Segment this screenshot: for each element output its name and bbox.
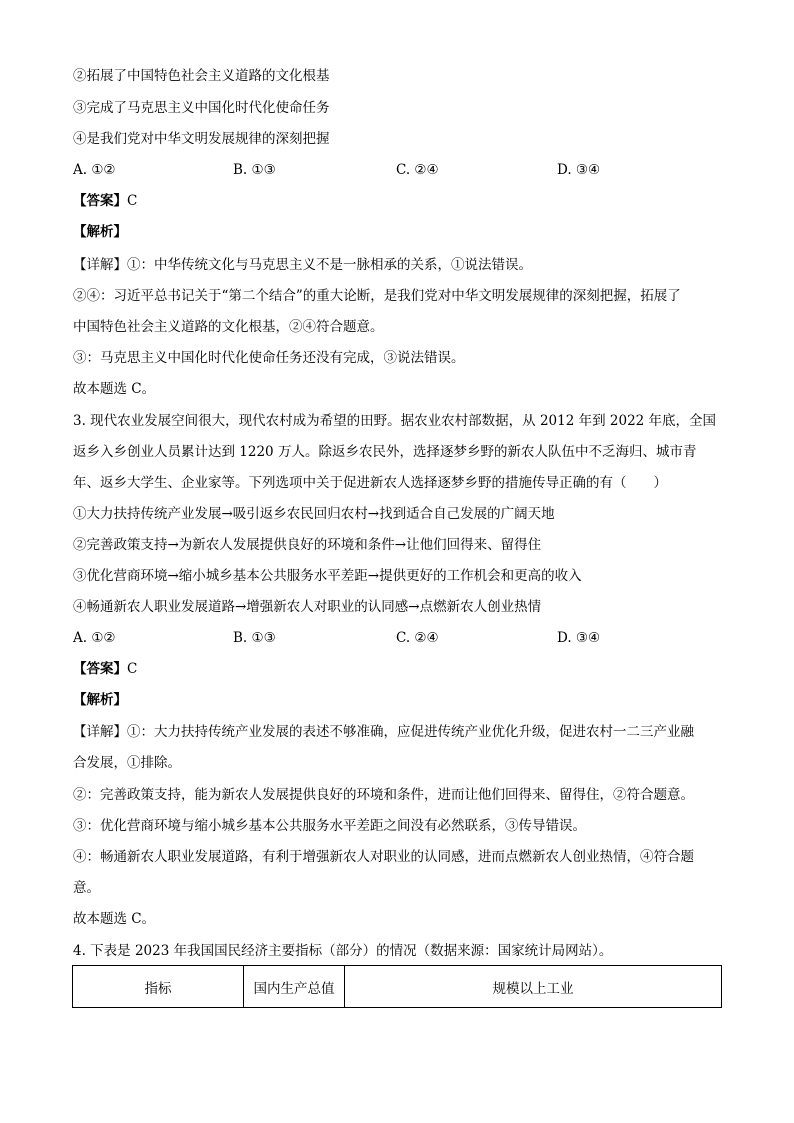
q2-option-a[interactable]: A. ①② xyxy=(73,162,116,178)
q3-detail-1-line1 xyxy=(73,722,694,742)
q3-statement-2: ②完善政策支持→为新农人发展提供良好的环境和条件→让他们回得来、留得住 xyxy=(73,537,542,553)
q2-detail-1 xyxy=(73,255,532,275)
q2-analysis-label: 【解析】 xyxy=(73,224,127,240)
detail-label: 【详解】 xyxy=(73,257,127,273)
q4-stem: 4. 下表是 2023 年我国国民经济主要指标（部分）的情况（数据来源：国家统计局网站）。 xyxy=(73,943,613,959)
table-header-row xyxy=(73,966,722,1008)
q3-detail-3: ③：优化营商环境与缩小城乡基本公共服务水平差距之间没有必然联系，③传导错误。 xyxy=(73,818,586,834)
q2-detail-2-line1: ②④：习近平总书记关于“第二个结合”的重大论断，是我们党对中华文明发展规律的深刻把握，拓展了 xyxy=(73,288,681,304)
q3-detail-4-line1: ④：畅通新农人职业发展道路，有利于增强新农人对职业的认同感，进而点燃新农人创业热情，④符合题 xyxy=(73,849,694,865)
q3-option-a[interactable]: A. ①② xyxy=(73,630,116,646)
q2-option-d[interactable]: D. ③④ xyxy=(557,162,601,178)
answer-label: 【答案】 xyxy=(73,661,127,677)
q3-statement-3: ③优化营商环境→缩小城乡基本公共服务水平差距→提供更好的工作机会和更高的收入 xyxy=(73,568,582,584)
q2-statement-4: ④是我们党对中华文明发展规律的深刻把握 xyxy=(73,131,330,147)
table-header-industry: 规模以上工业 xyxy=(345,966,722,1008)
table-header-gdp: 国内生产总值 xyxy=(244,966,345,1008)
table-header-indicator: 指标 xyxy=(73,966,244,1008)
q2-statement-3: ③完成了马克思主义中国化时代化使命任务 xyxy=(73,100,330,116)
q3-detail-1-line2: 合发展，①排除。 xyxy=(73,755,181,771)
answer-value: C xyxy=(127,661,138,677)
q2-answer xyxy=(73,191,137,211)
q2-detail-3: ③：马克思主义中国化时代化使命任务还没有完成，③说法错误。 xyxy=(73,350,465,366)
q3-detail-2: ②：完善政策支持，能为新农人发展提供良好的环境和条件，进而让他们回得来、留得住，②符合题意。 xyxy=(73,787,694,803)
q3-statement-1: ①大力扶持传统产业发展→吸引返乡农民回归农村→找到适合自己发展的广阔天地 xyxy=(73,506,555,522)
q2-detail-2-line2: 中国特色社会主义道路的文化根基，②④符合题意。 xyxy=(73,319,384,335)
answer-label: 【答案】 xyxy=(73,193,127,209)
q3-conclusion: 故本题选 C。 xyxy=(73,911,156,927)
q3-stem-line2: 返乡入乡创业人员累计达到 1220 万人。除返乡农民外，选择逐梦乡野的新农人队伍中不乏海归、城市青 xyxy=(73,444,697,460)
detail-label: 【详解】 xyxy=(73,724,127,740)
detail-text: ①：中华传统文化与马克思主义不是一脉相承的关系，①说法错误。 xyxy=(127,257,532,273)
q3-detail-4-line2: 意。 xyxy=(73,880,100,896)
q2-conclusion: 故本题选 C。 xyxy=(73,381,156,397)
q2-statement-2: ②拓展了中国特色社会主义道路的文化根基 xyxy=(73,68,330,84)
answer-value: C xyxy=(127,193,138,209)
q3-stem-line3: 年、返乡大学生、企业家等。下列选项中关于促进新农人选择逐梦乡野的措施传导正确的有（ ） xyxy=(73,475,667,491)
q2-option-c[interactable]: C. ②④ xyxy=(396,162,439,178)
q3-stem-line1: 3. 现代农业发展空间很大，现代农村成为希望的田野。据农业农村部数据，从 2012 年到 2022 年底，全国 xyxy=(73,413,717,429)
indicator-table xyxy=(72,965,722,1008)
detail-text: ①：大力扶持传统产业发展的表述不够准确，应促进传统产业优化升级，促进农村一二三产业融 xyxy=(127,724,694,740)
q3-option-c[interactable]: C. ②④ xyxy=(396,630,439,646)
q3-analysis-label: 【解析】 xyxy=(73,692,127,708)
q2-option-b[interactable]: B. ①③ xyxy=(233,162,276,178)
q3-answer xyxy=(73,659,137,679)
q3-statement-4: ④畅通新农人职业发展道路→增强新农人对职业的认同感→点燃新农人创业热情 xyxy=(73,599,542,615)
q3-option-b[interactable]: B. ①③ xyxy=(233,630,276,646)
q3-option-d[interactable]: D. ③④ xyxy=(557,630,601,646)
